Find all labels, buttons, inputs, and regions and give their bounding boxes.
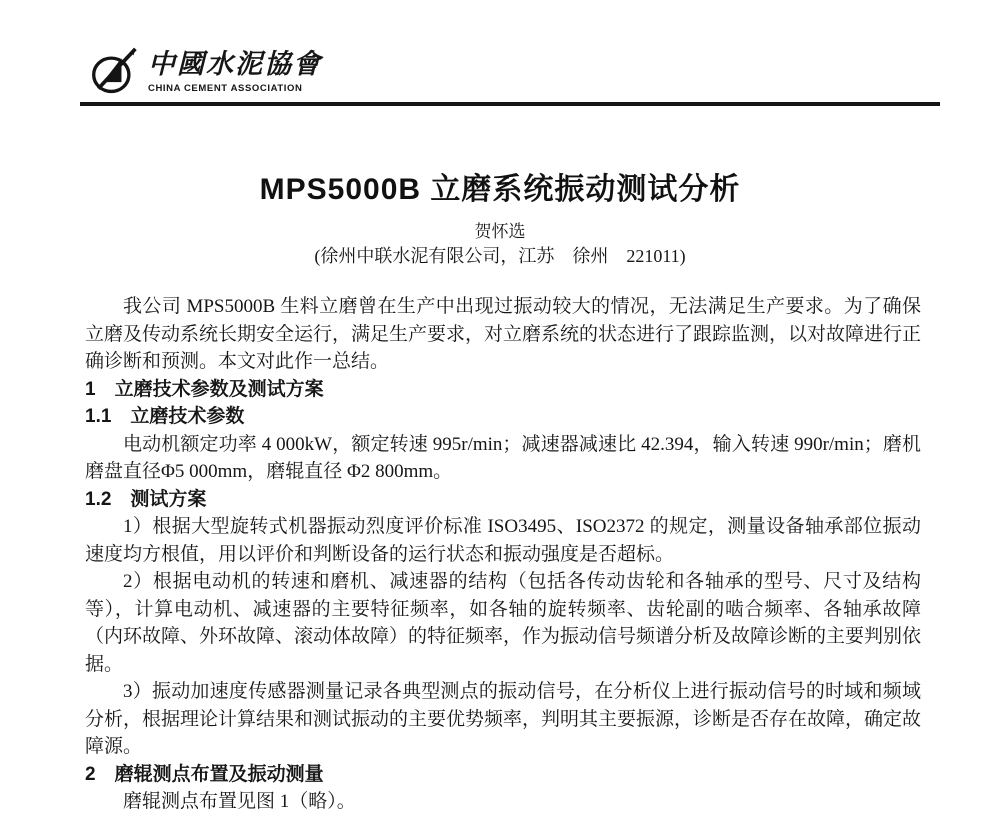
section-1-2-item-2: 2）根据电动机的转速和磨机、减速器的结构（包括各传动齿轮和各轴承的型号、尺寸及结构等），计算电动机、减速器的主要特征频率，如各轴的旋转频率、齿轮副的啮合频率、各轴承故障（内环故障、外环故障、滚动体故障）的特征频率，作为振动信号频谱分析及故障诊断的主要判别依据。 [85,571,922,675]
section-1-1-paragraph: 电动机额定功率 4 000kW，额定转速 995r/min；减速器减速比 42.394，输入转速 990r/min；磨机磨盘直径Φ5 000mm，磨辊直径 Φ2 800mm。 [85,433,921,482]
section-1-2-item-3: 3）振动加速度传感器测量记录各典型测点的振动信号，在分析仪上进行振动信号的时域和频域分析，根据理论计算结果和测试振动的主要优势频率，判明其主要振源，诊断是否存在故障，确定故障源。 [85,681,922,757]
org-name-chinese: 中國水泥協會 [148,49,322,80]
section-1-2-item-1: 1）根据大型旋转式机器振动烈度评价标准 ISO3495、ISO2372 的规定，测量设备轴承部位振动速度均方根值，用以评价和判断设备的运行状态和振动强度是否超标。 [85,516,921,565]
section-2-paragraph: 磨辊测点布置见图 1（略）。 [123,791,356,812]
cca-logo-icon [90,44,140,100]
paper-affiliation: (徐州中联水泥有限公司，江苏 徐州 221011) [314,246,686,266]
section-1-1-heading: 1.1 立磨技术参数 [85,406,245,427]
section-2-heading: 2 磨辊测点布置及振动测量 [85,763,324,785]
paper-author: 贺怀选 [474,222,526,241]
section-1-heading: 1 立磨技术参数及测试方案 [85,378,324,400]
letterhead [90,44,322,100]
logo-text [148,44,322,94]
section-1-2-heading: 1.2 测试方案 [85,488,207,510]
paper-title: MPS5000B 立磨系统振动测试分析 [259,173,741,206]
org-name-english: CHINA CEMENT ASSOCIATION [148,83,303,94]
intro-paragraph: 我公司 MPS5000B 生料立磨曾在生产中出现过振动较大的情况，无法满足生产要求。为了确保立磨及传动系统长期安全运行，满足生产要求，对立磨系统的状态进行了跟踪监测，以对故障进行正确诊断和预测。本文对此作一总结。 [85,296,922,372]
paper-body [85,293,921,816]
letterhead-divider [80,102,940,106]
